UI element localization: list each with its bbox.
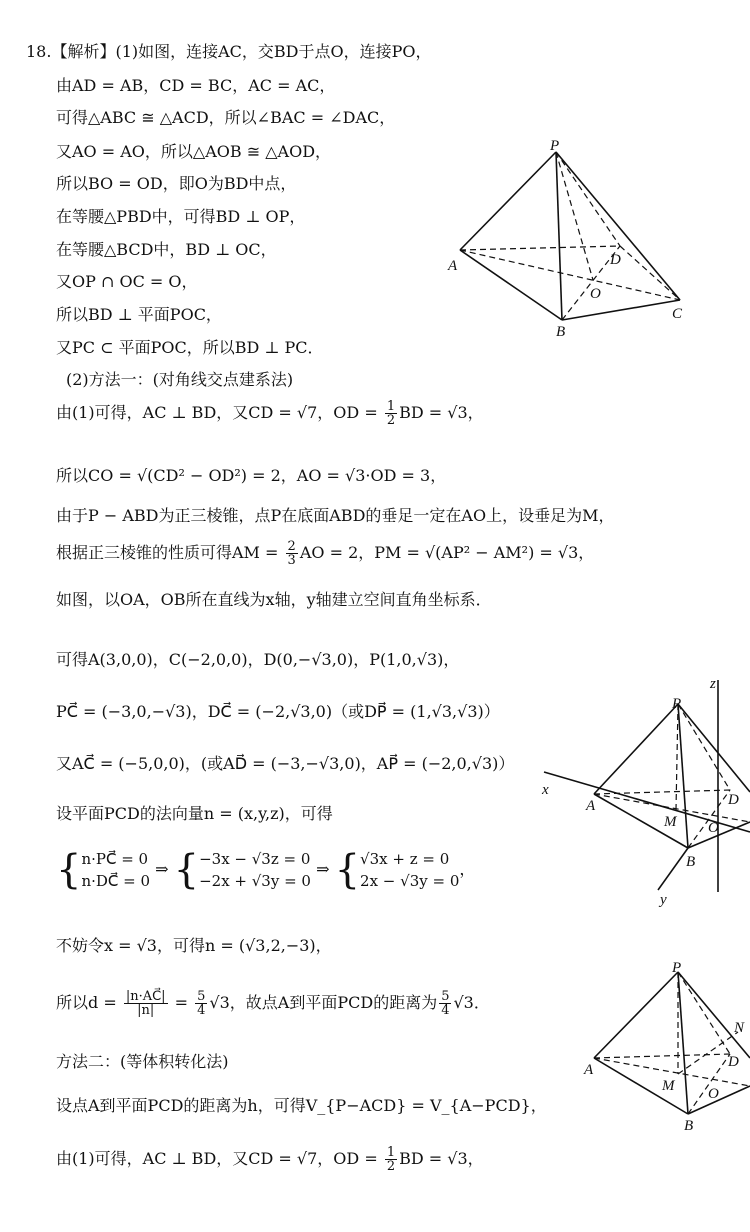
pyramid-figure-3 [578, 958, 750, 1134]
solution-line: 又AO = AO，所以△AOB ≅ △AOD， [56, 142, 332, 161]
label-C: C [672, 306, 683, 322]
pyramid-figure-2 [538, 672, 750, 908]
solution-line: 设平面PCD的法向量n = (x,y,z)，可得 [56, 804, 333, 823]
label-D: D [728, 792, 739, 808]
solution-line: 可得A(3,0,0)，C(−2,0,0)，D(0,−√3,0)，P(1,0,√3)， [56, 650, 460, 669]
solution-line: PC⃗ = (−3,0,−√3)，DC⃗ = (−2,√3,0)（或DP⃗ = (1,√3,√3)） [56, 702, 500, 721]
label-O: O [708, 820, 719, 836]
label-B: B [684, 1118, 694, 1134]
label-M: M [664, 814, 677, 830]
label-A: A [586, 798, 596, 814]
line-od-2: 由(1)可得，AC ⊥ BD，又CD = √7，OD = $\frac{1}{2}$ BD = √3， [56, 1145, 484, 1174]
solution-line: 可得△ABC ≅ △ACD，所以∠BAC = ∠DAC， [56, 108, 396, 127]
label-M: M [662, 1078, 675, 1094]
label-y: y [660, 892, 667, 908]
label-N: N [734, 1020, 745, 1036]
label-O: O [708, 1086, 719, 1102]
equation-system: {n·PC⃗ = 0 n·DC⃗ = 0 ⇒ {−3x − √3z = 0 −2x + √3y = 0 ⇒ {√3x + z = 0 2x − √3y = 0， [56, 847, 476, 893]
solution-line: 由AD = AB，CD = BC，AC = AC， [56, 76, 336, 95]
line-od-1: 由(1)可得，AC ⊥ BD，又CD = √7，OD = $\frac{1}{2}$ BD = √3， [56, 399, 484, 428]
label-P: P [550, 138, 560, 154]
label-O: O [590, 286, 601, 302]
distance-line: 所以d = $\frac{|n\cdot AC⃗|}{|n|}$ = $\frac{5}{4}$ √3，故点A到平面PCD的距离为 $\frac{5}{4}$ √3． [56, 989, 490, 1018]
solution-line: 在等腰△BCD中，BD ⊥ OC， [56, 240, 277, 259]
solution-line: 设点A到平面PCD的距离为h，可得V_{P−ACD} = V_{A−PCD}， [56, 1096, 547, 1115]
label-A: A [584, 1062, 594, 1078]
label-B: B [556, 324, 566, 340]
solution-line: 又OP ∩ OC = O， [56, 272, 198, 291]
solution-line: 不妨令x = √3，可得n = (√3,2,−3)， [56, 936, 332, 955]
solution-line: 又PC ⊂ 平面POC，所以BD ⊥ PC． [56, 338, 324, 357]
label-B: B [686, 854, 696, 870]
label-A: A [448, 258, 458, 274]
solution-line: 所以CO = √(CD² − OD²) = 2，AO = √3·OD = 3， [56, 466, 447, 485]
solution-line: 所以BO = OD，即O为BD中点， [56, 174, 297, 193]
label-D: D [610, 252, 621, 268]
label-z: z [710, 676, 716, 692]
label-x: x [542, 782, 549, 798]
solution-line: 在等腰△PBD中，可得BD ⊥ OP， [56, 207, 306, 226]
solution-line: 18.【解析】(1)如图，连接AC，交BD于点O，连接PO， [26, 42, 432, 61]
solution-line: 如图，以OA，OB所在直线为x轴，y轴建立空间直角坐标系． [56, 590, 492, 609]
solution-line: (2)方法一：(对角线交点建系法) [66, 370, 294, 389]
solution-line: 所以BD ⊥ 平面POC， [56, 305, 222, 324]
solution-line: 方法二：(等体积转化法) [56, 1052, 229, 1071]
line-am: 根据正三棱锥的性质可得AM = $\frac{2}{3}$ AO = 2，PM = √(AP² − AM²) = √3， [56, 539, 595, 568]
label-D: D [728, 1054, 739, 1070]
pyramid-figure-1 [440, 140, 700, 340]
solution-line: 由于P − ABD为正三棱锥，点P在底面ABD的垂足一定在AO上，设垂足为M， [56, 506, 615, 525]
label-P: P [672, 960, 682, 976]
label-P: P [672, 696, 682, 712]
solution-line: 又AC⃗ = (−5,0,0)，(或AD⃗ = (−3,−√3,0)，AP⃗ = (−2,0,√3)） [56, 754, 515, 773]
